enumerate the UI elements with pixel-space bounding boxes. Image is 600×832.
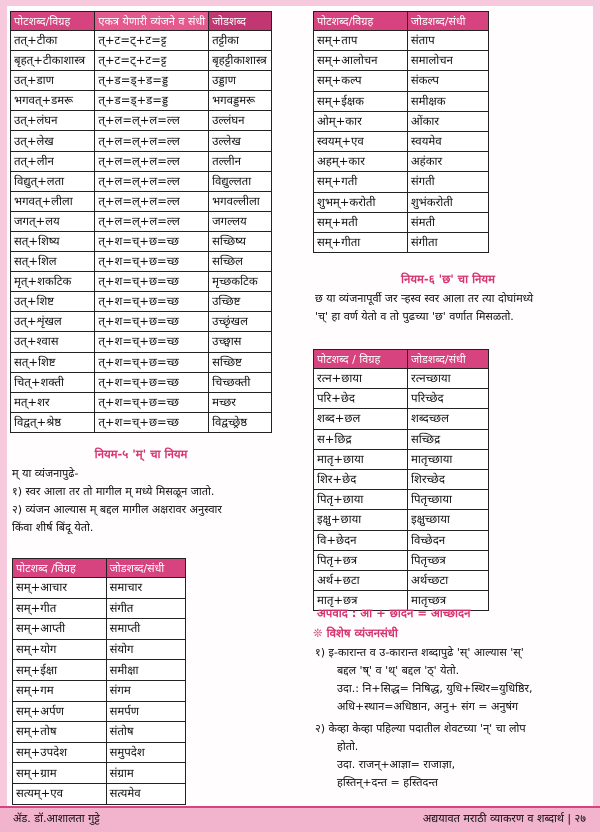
table-row bbox=[11, 51, 272, 71]
rule6-heading: नियम-६ 'छ' चा नियम bbox=[401, 272, 495, 286]
table-cell: उड्डाण bbox=[209, 71, 272, 91]
table-cell: सम्+ईक्षा bbox=[13, 660, 107, 681]
table-cell: विच्छेदन bbox=[408, 530, 489, 550]
table-row bbox=[314, 91, 489, 111]
table-cell: उत्+लंघन bbox=[11, 111, 95, 131]
table-cell: मातृच्छाया bbox=[408, 449, 489, 469]
table-cell: बृहट्टीकाशास्त्र bbox=[209, 51, 272, 71]
table-cell: जगत्+लय bbox=[11, 211, 95, 231]
column-header: पोटशब्द /विग्रह bbox=[13, 559, 107, 578]
table-row bbox=[13, 680, 186, 701]
table-cell: जगल्लय bbox=[209, 211, 272, 231]
table-header-row bbox=[13, 559, 186, 578]
table-header-row bbox=[314, 350, 489, 369]
table-row bbox=[11, 332, 272, 352]
table-row bbox=[314, 550, 489, 570]
table-body bbox=[314, 31, 489, 253]
table-row bbox=[314, 212, 489, 232]
table-row bbox=[11, 412, 272, 432]
table-cell: सम्+तोष bbox=[13, 722, 107, 743]
table-cell: तत्+लीन bbox=[11, 151, 95, 171]
table-cell: ओम्+कार bbox=[314, 111, 408, 131]
table-row bbox=[314, 530, 489, 550]
table-cell: शुभंकरोती bbox=[407, 192, 488, 212]
table-cell: उत्+शिष्ट bbox=[11, 292, 95, 312]
table-cell: सत्यमेव bbox=[106, 783, 185, 804]
column-header: एकत्र येणारी व्यंजने व संधी bbox=[95, 12, 209, 31]
table-cell: उच्छिष्ट bbox=[209, 292, 272, 312]
table-cell: त्+ल=ल्+ल=ल्ल bbox=[95, 151, 209, 171]
table-cell: सच्छिद्र bbox=[408, 429, 489, 449]
table-cell: सम्+योग bbox=[13, 639, 107, 660]
table-cell: बृहत्+टीकाशास्त्र bbox=[11, 51, 95, 71]
table-row bbox=[314, 31, 489, 51]
table-cell: सम्+ग्राम bbox=[13, 763, 107, 784]
table-cell: इक्षुच्छाया bbox=[408, 510, 489, 530]
table-row bbox=[13, 763, 186, 784]
table-row bbox=[11, 71, 272, 91]
table-cell: सम्+आलोचन bbox=[314, 51, 408, 71]
table-cell: सम्+गीत bbox=[13, 598, 107, 619]
table-cell: शिरच्छेद bbox=[408, 469, 489, 489]
table-cell: अर्थच्छटा bbox=[408, 570, 489, 590]
table-cell: त्+ड=ड्+ड=ड्ड bbox=[95, 91, 209, 111]
table-row bbox=[314, 389, 489, 409]
table-row bbox=[13, 722, 186, 743]
table-cell: सत्+शिष्ट bbox=[11, 352, 95, 372]
text-line: म् या व्यंजनापुढे- bbox=[12, 467, 79, 480]
table-cell: सत्+शिष्य bbox=[11, 231, 95, 251]
table-cell: स+छिद्र bbox=[314, 429, 408, 449]
table-row bbox=[11, 151, 272, 171]
table-cell: सम्+गीता bbox=[314, 232, 408, 252]
table-row bbox=[13, 598, 186, 619]
table-cell: मातृ+छाया bbox=[314, 449, 408, 469]
table-cell: त्+ल=ल्+ल=ल्ल bbox=[95, 191, 209, 211]
table-cell: स्वयम्+एव bbox=[314, 131, 408, 151]
table-cell: संतोष bbox=[106, 722, 185, 743]
table-row bbox=[11, 352, 272, 372]
table-cell: त्+श=च्+छ=च्छ bbox=[95, 231, 209, 251]
table-cell: संगीता bbox=[407, 232, 488, 252]
table-cell: त्+ल=ल्+ल=ल्ल bbox=[95, 131, 209, 151]
table-row bbox=[314, 71, 489, 91]
table-cell: सच्छिष्ट bbox=[209, 352, 272, 372]
text-line: उदा. राजन्+आज्ञा= राजाज्ञा, bbox=[337, 758, 456, 771]
table-row bbox=[314, 510, 489, 530]
table-cell: सम्+गती bbox=[314, 172, 408, 192]
table-cell: सम्+आचार bbox=[13, 578, 107, 599]
table-cell: समालोचन bbox=[407, 51, 488, 71]
table-row bbox=[314, 131, 489, 151]
consonant-sandhi-table bbox=[10, 11, 272, 433]
table-cell: सम्+मती bbox=[314, 212, 408, 232]
table-cell: उच्छ्वास bbox=[209, 332, 272, 352]
table-cell: विद्युत्+लता bbox=[11, 171, 95, 191]
table-cell: तल्लीन bbox=[209, 151, 272, 171]
table-cell: विद्युल्लता bbox=[209, 171, 272, 191]
table-cell: संमती bbox=[407, 212, 488, 232]
table-row bbox=[314, 570, 489, 590]
table-header-row bbox=[11, 12, 272, 31]
table-cell: त्+ट=ट्+ट=ट्ट bbox=[95, 31, 209, 51]
column-header: जोडशब्द/संधी bbox=[106, 559, 185, 578]
table-cell: त्+श=च्+छ=च्छ bbox=[95, 292, 209, 312]
table-cell: उच्छृंखल bbox=[209, 312, 272, 332]
table-row bbox=[11, 252, 272, 272]
table-cell: त्+श=च्+छ=च्छ bbox=[95, 392, 209, 412]
table-header-row bbox=[314, 12, 489, 31]
table-cell: शुभम्+करोती bbox=[314, 192, 408, 212]
table-cell: संकल्प bbox=[407, 71, 488, 91]
table-cell: त्+ट=ट्+ट=ट्ट bbox=[95, 51, 209, 71]
table-cell: परि+छेद bbox=[314, 389, 408, 409]
table-cell: संयोग bbox=[106, 639, 185, 660]
table-cell: परिच्छेद bbox=[408, 389, 489, 409]
table-cell: उत्+श्वास bbox=[11, 332, 95, 352]
table-cell: उत्+डाण bbox=[11, 71, 95, 91]
table-cell: भगवड्डमरू bbox=[209, 91, 272, 111]
table-row bbox=[11, 292, 272, 312]
chh-rule-table bbox=[313, 349, 489, 611]
table-row bbox=[13, 619, 186, 640]
table-row bbox=[11, 131, 272, 151]
table-row bbox=[13, 578, 186, 599]
table-cell: चिच्छक्ती bbox=[209, 372, 272, 392]
table-cell: सच्छिष्य bbox=[209, 231, 272, 251]
column-header: जोडशब्द/संधी bbox=[408, 350, 489, 369]
table-cell: मृच्छकटिक bbox=[209, 272, 272, 292]
table-cell: वि+छेदन bbox=[314, 530, 408, 550]
table-cell: तत्+टीका bbox=[11, 31, 95, 51]
table-cell: त्+ल=ल्+ल=ल्ल bbox=[95, 111, 209, 131]
table-cell: ओंकार bbox=[407, 111, 488, 131]
table-row bbox=[314, 152, 489, 172]
table-row bbox=[11, 372, 272, 392]
table-cell: सम्+उपदेश bbox=[13, 742, 107, 763]
table-row bbox=[11, 392, 272, 412]
table-cell: विद्वच्छ्रेष्ठ bbox=[209, 412, 272, 432]
table-row bbox=[314, 111, 489, 131]
text-line: बद्दल 'ष्' व 'थ्' बद्दल 'ठ्' येतो. bbox=[337, 664, 460, 677]
table-cell: मृत्+शकटिक bbox=[11, 272, 95, 292]
table-cell: त्+श=च्+छ=च्छ bbox=[95, 312, 209, 332]
text-line: उदा.: नि+सिद्ध= निषिद्ध, युधि+स्थिर=युधिष्ठिर, bbox=[337, 682, 533, 695]
table-cell: तट्टीका bbox=[209, 31, 272, 51]
table-cell: सच्छिल bbox=[209, 252, 272, 272]
text-line: छ या व्यंजनापूर्वी जर ऱ्हस्व स्वर आला तर त्या दोघांमध्ये bbox=[315, 292, 534, 305]
table-cell: शब्दच्छल bbox=[408, 409, 489, 429]
exception-note: अपवाद : आ + छादन = आच्छादन bbox=[317, 606, 471, 620]
table-row bbox=[13, 639, 186, 660]
table-cell: चित्+शक्ती bbox=[11, 372, 95, 392]
table-cell: पितृच्छाया bbox=[408, 490, 489, 510]
table-cell: संगम bbox=[106, 680, 185, 701]
table-cell: समर्पण bbox=[106, 701, 185, 722]
table-row bbox=[11, 31, 272, 51]
table-cell: सम्+आप्ती bbox=[13, 619, 107, 640]
table-cell: रत्नच्छाया bbox=[408, 369, 489, 389]
table-cell: संताप bbox=[407, 31, 488, 51]
table-row bbox=[314, 51, 489, 71]
table-row bbox=[11, 171, 272, 191]
text-line: 'च्' हा वर्ण येतो व तो पुढच्या 'छ' वर्णात मिसळतो. bbox=[315, 310, 514, 323]
table-row bbox=[11, 231, 272, 251]
rule5-heading: नियम-५ 'म्' चा नियम bbox=[94, 447, 188, 461]
m-rule-table-right bbox=[313, 11, 489, 253]
column-header: पोटशब्द/विग्रह bbox=[11, 12, 95, 31]
table-row bbox=[314, 192, 489, 212]
column-header: पोटशब्द / विग्रह bbox=[314, 350, 408, 369]
table-cell: अहंकार bbox=[407, 152, 488, 172]
table-cell: त्+श=च्+छ=च्छ bbox=[95, 352, 209, 372]
table-row bbox=[11, 91, 272, 111]
table-cell: पितृच्छत्र bbox=[408, 550, 489, 570]
table-cell: उत्+लेख bbox=[11, 131, 95, 151]
table-cell: मातृ+छत्र bbox=[314, 591, 408, 611]
table-row bbox=[11, 191, 272, 211]
table-cell: त्+ल=ल्+ल=ल्ल bbox=[95, 171, 209, 191]
table-row bbox=[11, 211, 272, 231]
table-cell: सम्+कल्प bbox=[314, 71, 408, 91]
table-row bbox=[314, 369, 489, 389]
table-body bbox=[11, 31, 272, 433]
table-cell: सम्+अर्पण bbox=[13, 701, 107, 722]
table-row bbox=[314, 490, 489, 510]
table-cell: सत्यम्+एव bbox=[13, 783, 107, 804]
table-cell: उत्+शृंखल bbox=[11, 312, 95, 332]
table-cell: इक्षु+छाया bbox=[314, 510, 408, 530]
table-cell: शब्द+छल bbox=[314, 409, 408, 429]
table-row bbox=[314, 232, 489, 252]
table-cell: त्+ड=ड्+ड=ड्ड bbox=[95, 71, 209, 91]
table-cell: संग्राम bbox=[106, 763, 185, 784]
table-row bbox=[13, 701, 186, 722]
table-cell: त्+श=च्+छ=च्छ bbox=[95, 412, 209, 432]
table-cell: भगवत्+डमरू bbox=[11, 91, 95, 111]
text-line: १) स्वर आला तर तो मागील म् मध्ये मिसळून जातो. bbox=[12, 485, 215, 498]
rule5-text bbox=[12, 465, 222, 537]
table-cell: त्+श=च्+छ=च्छ bbox=[95, 332, 209, 352]
table-cell: उल्लेख bbox=[209, 131, 272, 151]
special-sandhi-point-2 bbox=[315, 720, 526, 792]
table-cell: त्+श=च्+छ=च्छ bbox=[95, 252, 209, 272]
footer-book-title: अद्ययावत मराठी व्याकरण व शब्दार्थ | २७ bbox=[422, 812, 586, 825]
table-row bbox=[13, 742, 186, 763]
table-cell: समीक्षा bbox=[106, 660, 185, 681]
table-cell: समीक्षक bbox=[407, 91, 488, 111]
table-cell: मच्छर bbox=[209, 392, 272, 412]
table-cell: मातृच्छत्र bbox=[408, 591, 489, 611]
table-cell: भगवल्लीला bbox=[209, 191, 272, 211]
table-cell: अर्थ+छटा bbox=[314, 570, 408, 590]
table-cell: सम्+ताप bbox=[314, 31, 408, 51]
table-body bbox=[314, 369, 489, 611]
text-line: होतो. bbox=[337, 740, 359, 753]
text-line: १) इ-कारान्त व उ-कारान्त शब्दापुढे 'स्' आल्यास 'स्' bbox=[315, 646, 524, 659]
footer-author: ॲड. डॉ.आशालता गुट्टे bbox=[13, 812, 100, 825]
table-row bbox=[314, 429, 489, 449]
table-cell: सम्+ईक्षक bbox=[314, 91, 408, 111]
table-row bbox=[314, 409, 489, 429]
text-line: २) व्यंजन आल्यास म् बद्दल मागील अक्षरावर अनुस्वार bbox=[12, 503, 222, 516]
table-cell: सत्+शिल bbox=[11, 252, 95, 272]
table-cell: समुपदेश bbox=[106, 742, 185, 763]
table-row bbox=[11, 312, 272, 332]
rule6-text bbox=[315, 290, 533, 326]
table-cell: विद्वत्+श्रेष्ठ bbox=[11, 412, 95, 432]
table-cell: शिर+छेद bbox=[314, 469, 408, 489]
table-row bbox=[13, 783, 186, 804]
table-cell: स्वयमेव bbox=[407, 131, 488, 151]
table-cell: पितृ+छाया bbox=[314, 490, 408, 510]
table-cell: रत्न+छाया bbox=[314, 369, 408, 389]
special-sandhi-point-1 bbox=[315, 644, 533, 716]
text-line: किंवा शीर्ष बिंदू येतो. bbox=[12, 521, 94, 534]
table-row bbox=[314, 469, 489, 489]
text-line: हस्तिन्+दन्त = हस्तिदन्त bbox=[337, 776, 439, 789]
special-sandhi-heading: ❊ विशेष व्यंजनसंधी bbox=[313, 626, 398, 640]
table-cell: त्+श=च्+छ=च्छ bbox=[95, 372, 209, 392]
column-header: जोडशब्द/संधी bbox=[407, 12, 488, 31]
table-cell: भगवत्+लीला bbox=[11, 191, 95, 211]
table-row bbox=[314, 172, 489, 192]
text-line: अधि+स्थान=अधिष्ठान, अनु+ संग = अनुषंग bbox=[337, 700, 519, 713]
table-cell: पितृ+छत्र bbox=[314, 550, 408, 570]
table-cell: उल्लंघन bbox=[209, 111, 272, 131]
m-rule-table-left bbox=[12, 558, 186, 805]
column-header: पोटशब्द/विग्रह bbox=[314, 12, 408, 31]
table-cell: त्+ल=ल्+ल=ल्ल bbox=[95, 211, 209, 231]
table-cell: समाचार bbox=[106, 578, 185, 599]
table-row bbox=[11, 111, 272, 131]
table-cell: अहम्+कार bbox=[314, 152, 408, 172]
text-line: २) केव्हा केव्हा पहिल्या पदातील शेवटच्या 'न्' चा लोप bbox=[315, 722, 526, 735]
table-cell: समाप्ती bbox=[106, 619, 185, 640]
table-row bbox=[11, 272, 272, 292]
column-header: जोडशब्द bbox=[209, 12, 272, 31]
table-body bbox=[13, 578, 186, 805]
table-row bbox=[13, 660, 186, 681]
table-row bbox=[314, 449, 489, 469]
table-cell: मत्+शर bbox=[11, 392, 95, 412]
page-footer bbox=[0, 806, 600, 832]
table-cell: संगीत bbox=[106, 598, 185, 619]
table-cell: संगती bbox=[407, 172, 488, 192]
table-cell: सम्+गम bbox=[13, 680, 107, 701]
table-cell: त्+श=च्+छ=च्छ bbox=[95, 272, 209, 292]
